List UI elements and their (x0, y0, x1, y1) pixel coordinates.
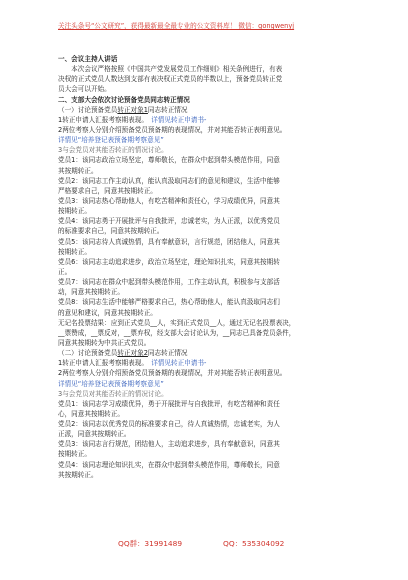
subsection-heading-1 (58, 105, 350, 115)
qq-contact-number: QQ：535304092 (223, 539, 285, 548)
section-heading-discussion: 二、支部大会依次讨论预备党员同志转正情况 (58, 95, 190, 104)
member-remark: 党员1：该同志学习成绩优异，勇于开展批评与自我批评，有吃苦精神和责任 (58, 399, 280, 408)
member-remark: 严格要求自己，同意其按期转正。 (58, 186, 157, 195)
step-line (58, 358, 350, 368)
member-remark: 党员6：该同志主动追求进步，政治立场坚定，理论知识扎实，同意其按期转 (58, 257, 280, 266)
step-line: 3与会党员对其能否转正的情况讨论。 (58, 389, 168, 398)
member-remark: 党员5：该同志待人真诚热情，具有奉献意识，言行规范，团结他人，同意其 (58, 237, 280, 246)
member-remark: 按期转正。 (58, 247, 91, 256)
vote-result: __票赞成，__票反对，__票弃权，经支部大会讨论认为，__同志已具备党员条件， (58, 328, 296, 337)
member-remark: 心，同意其按期转正。 (58, 409, 124, 418)
member-remark: 其按期转正。 (58, 166, 98, 175)
member-remark: 正。 (58, 267, 72, 276)
subsection-suffix: 同志转正情况 (147, 105, 188, 114)
member-remark: 正派，同意其按期转正。 (58, 430, 131, 439)
member-remark: 按期转正。 (58, 207, 91, 216)
step-text: 1转正申请人汇报考察期表现。 (58, 359, 145, 368)
reference-note: 详情见“培养登记表预备期考察意见” (58, 136, 164, 145)
paragraph-line: 本次会议严格按照《中国共产党发展党员工作细则》相关条例进行，有表 (58, 65, 283, 74)
qq-group-number: QQ群：31991489 (118, 539, 183, 548)
member-remark: 党员7：该同志在群众中起到带头模范作用，工作主动认真，积极参与支部活 (58, 278, 280, 287)
document-body (58, 54, 350, 480)
vote-result: 无记名投票结果：应到正式党员__人，实到正式党员__人，通过无记名投票表决， (58, 318, 296, 327)
reference-note: 详情见“培养登记表预备期考察意见” (58, 379, 164, 388)
member-remark: 党员1：该同志政治立场坚定，尊师敬长，在群众中起到带头模范作用，同意 (58, 156, 280, 165)
candidate-name-link[interactable]: 转正对象1 (117, 105, 148, 114)
candidate-name-link[interactable]: 转正对象2 (117, 349, 148, 358)
member-remark: 按期转正。 (58, 450, 91, 459)
subsection-prefix: （二）讨论预备党员 (58, 349, 118, 358)
step-text: 1转正申请人汇报考察期表现。 (58, 115, 145, 124)
member-remark: 党员4：该同志理论知识扎实，在群众中起到带头模范作用，尊师敬长，同意 (58, 460, 280, 469)
member-remark: 动，同意其按期转正。 (58, 288, 124, 297)
subsection-suffix: 同志转正情况 (147, 349, 188, 358)
member-remark: 其按期转正。 (58, 470, 98, 479)
subsection-prefix: （一）讨论预备党员 (58, 105, 118, 114)
reference-note: 详情见转正申请书- (151, 115, 207, 124)
paragraph-line: 决权的正式党员人数达到支部有表决权正式党员的半数以上，预备党员转正党 (58, 75, 283, 84)
step-line: 3与会党员对其能否转正的情况讨论。 (58, 146, 168, 155)
step-line (58, 115, 350, 125)
member-remark: 党员3：该同志热心帮助他人，有吃苦精神和责任心，学习成绩优异，同意其 (58, 196, 280, 205)
member-remark: 党员8：该同志生活中能够严格要求自己，热心帮助他人，能认真汲取同志们 (58, 298, 280, 307)
paragraph-line: 员大会可以开始。 (58, 85, 111, 94)
member-remark: 党员2：该同志以优秀党员的标准要求自己，待人真诚热情，忠诚老实，为人 (58, 420, 280, 429)
page-header-banner: 关注头条号“公文研究”，获得最新最全最专业的公文资料库！ 微信：gongwenyj (58, 22, 295, 30)
step-line: 2两位考察人分别介绍预备党员预备期的表现情况，并对其能否转正表明意见。 (58, 125, 287, 134)
member-remark: 党员2：该同志工作主动认真，能认真汲取同志们的意见和建议，生活中能够 (58, 176, 280, 185)
member-remark: 党员3：该同志言行规范，团结他人，主动追求进步，具有奉献意识，同意其 (58, 440, 280, 449)
member-remark: 的标准要求自己，同意其按期转正。 (58, 227, 164, 236)
member-remark: 党员4：该同志勇于开展批评与自我批评，忠诚老实，为人正派，以优秀党员 (58, 217, 280, 226)
subsection-heading-2 (58, 348, 350, 358)
section-heading-host-speech: 一、会议主持人讲话 (58, 55, 118, 63)
reference-note: 详情见转正申请书- (151, 359, 207, 368)
member-remark: 的意见和建议，同意其按期转正。 (58, 308, 157, 317)
vote-result: 同意其按期转为中共正式党员。 (58, 338, 151, 347)
step-line: 2两位考察人分别介绍预备党员预备期的表现情况，并对其能否转正表明意见。 (58, 369, 287, 378)
